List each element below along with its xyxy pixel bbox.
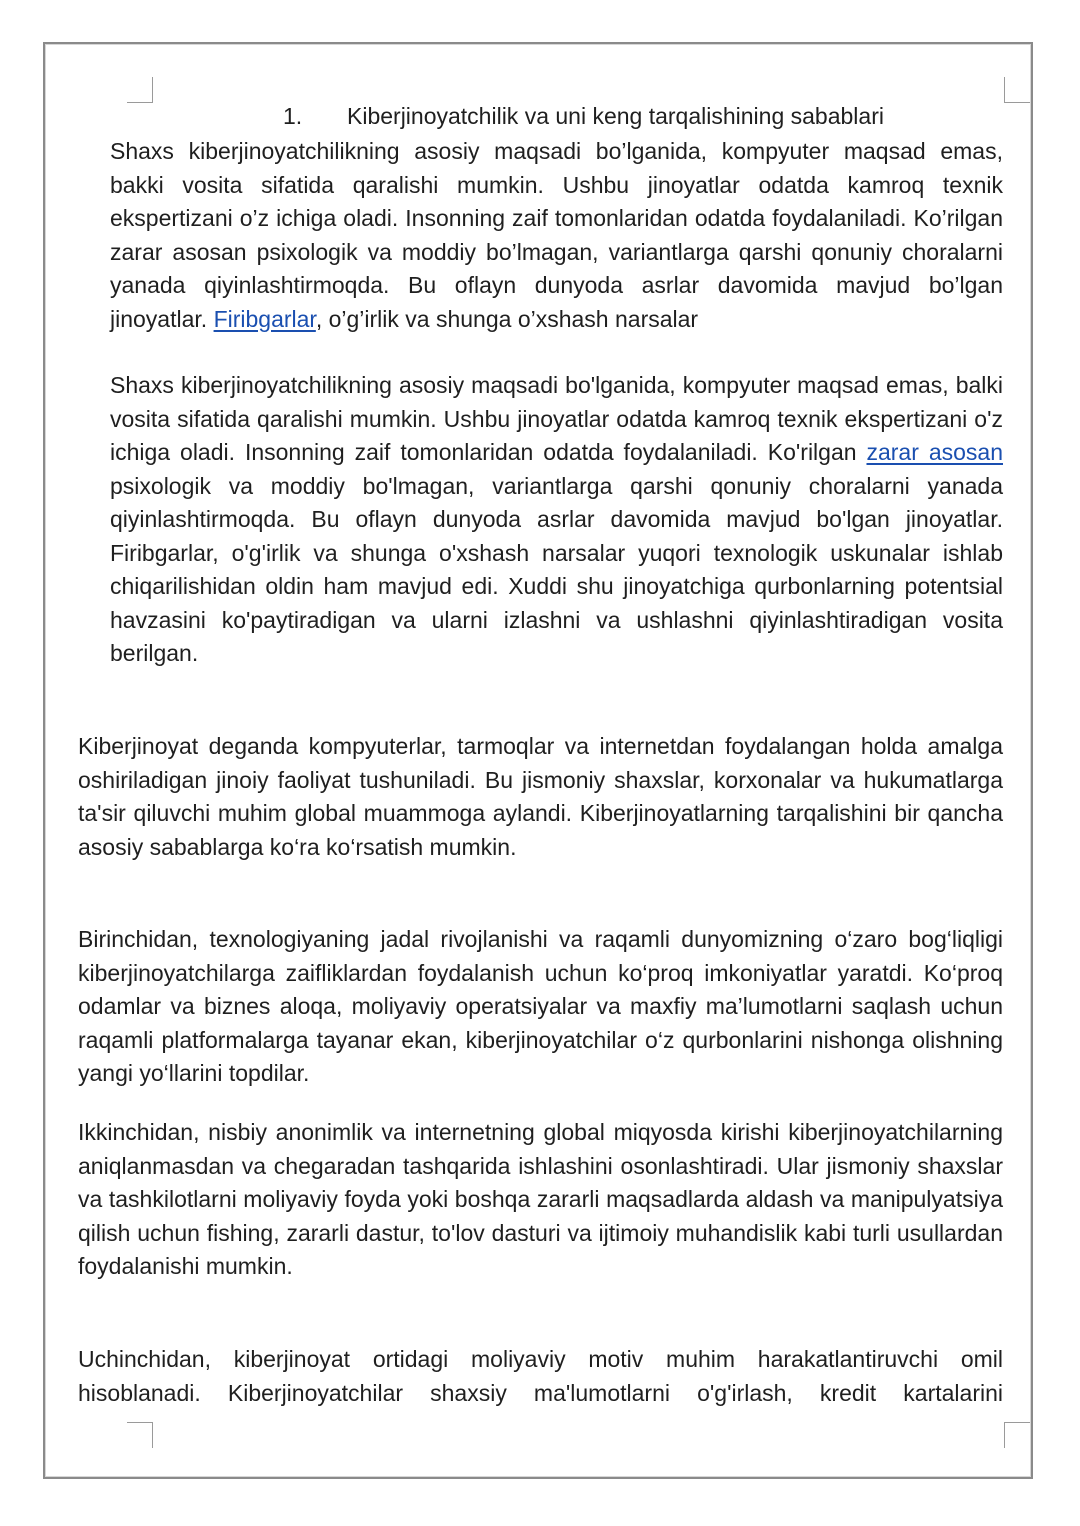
heading-title: Kiberjinoyatchilik va uni keng tarqalishining sabablari (347, 103, 884, 129)
firibgarlar-link[interactable]: Firibgarlar (213, 305, 316, 332)
paragraph-2-text-a: Shaxs kiberjinoyatchilikning asosiy maqsadi bo'lganida, kompyuter maqsad emas, balki vosita sifatida qaralishi mumkin. Ushbu jinoyatlar odatda kamroq texnik ekspertizani o'z ichiga oladi. Insonning zaif tomonlaridan odatda foydalaniladi. Ko'rilgan (110, 372, 1003, 465)
section-heading (283, 101, 884, 131)
paragraph-1-text-b: , o’g’irlik va shunga o’xshash narsalar (315, 305, 699, 332)
margin-corner-bottom-right (1004, 1422, 1030, 1448)
paragraph-5: Ikkinchidan, nisbiy anonimlik va internetning global miqyosda kirishi kiberjinoyatchilarning aniqlanmasdan va chegaradan tashqarida ishlashini osonlashtiradi. Ular jismoniy shaxslar va tashkilotlarni moliyaviy foyda yoki boshqa zararli maqsadlarda aldash va manipulyatsiya qilish uchun fishing, zararli dastur, to'lov dasturi va ijtimoiy muhandislik kabi turli usullardan foydalanishi mumkin. (78, 1119, 1003, 1279)
paragraph-6: Uchinchidan, kiberjinoyat ortidagi moliyaviy motiv muhim harakatlantiruvchi omil hisoblanadi. Kiberjinoyatchilar shaxsiy ma'lumotlarni o'g'irlash, kredit kartalarini (78, 1346, 1003, 1406)
paragraph-2-text-b: psixologik va moddiy bo'lmagan, variantlarga qarshi qonuniy choralarni yanada qiyinlashtirmoqda. Bu oflayn dunyoda asrlar davomida mavjud bo'lgan jinoyatlar. Firibgarlar, o'g'irlik va shunga o'xshash narsalar yuqori texnologik uskunalar ishlab chiqarilishidan oldin ham mavjud edi. Xuddi shu jinoyatchiga qurbonlarning potentsial havzasini ko'paytiradigan va ularni izlashni va ushlashni qiyinlashtiradigan vosita berilgan. (110, 472, 1003, 666)
paragraph-2 (110, 369, 1003, 671)
paragraph-3: Kiberjinoyat deganda kompyuterlar, tarmoqlar va internetdan foydalangan holda amalga oshiriladigan jinoiy faoliyat tushuniladi. Bu jismoniy shaxslar, korxonalar va hukumatlarga ta'sir qiluvchi muhim global muammoga aylandi. Kiberjinoyatlarning tarqalishini bir qancha asosiy sabablarga ko‘ra ko‘rsatish mumkin. (78, 733, 1003, 860)
margin-corner-top-right (1004, 77, 1030, 103)
zarar-asosan-link[interactable]: zarar asosan (866, 439, 1003, 465)
paragraph-1 (110, 135, 1003, 336)
margin-corner-top-left (127, 77, 153, 103)
heading-number: 1. (283, 103, 303, 129)
margin-corner-bottom-left (127, 1422, 153, 1448)
paragraph-1-text-a: Shaxs kiberjinoyatchilikning asosiy maqsadi bo’lganida, kompyuter maqsad emas, bakki vosita sifatida qaralishi mumkin. Ushbu jinoyatlar odatda kamroq texnik ekspertizani o’z ichiga oladi. Insonning zaif tomonlaridan odatda foydalaniladi. Ko’rilgan zarar asosan psixologik va moddiy bo’lmagan, variantlarga qarshi qonuniy choralarni yanada qiyinlashtirmoqda. Bu oflayn dunyoda asrlar davomida mavjud bo’lgan jinoyatlar. (110, 138, 1003, 332)
paragraph-4: Birinchidan, texnologiyaning jadal rivojlanishi va raqamli dunyomizning o‘zaro bog‘liqligi kiberjinoyatchilarga zaifliklardan foydalanish uchun ko‘proq imkoniyatlar yaratdi. Ko‘proq odamlar va biznes aloqa, moliyaviy operatsiyalar va maxfiy ma’lumotlarni saqlash uchun raqamli platformalarga tayanar ekan, kiberjinoyatchilar o‘z qurbonlarini nishonga olishning yangi yo‘llarini topdilar. (78, 926, 1003, 1086)
